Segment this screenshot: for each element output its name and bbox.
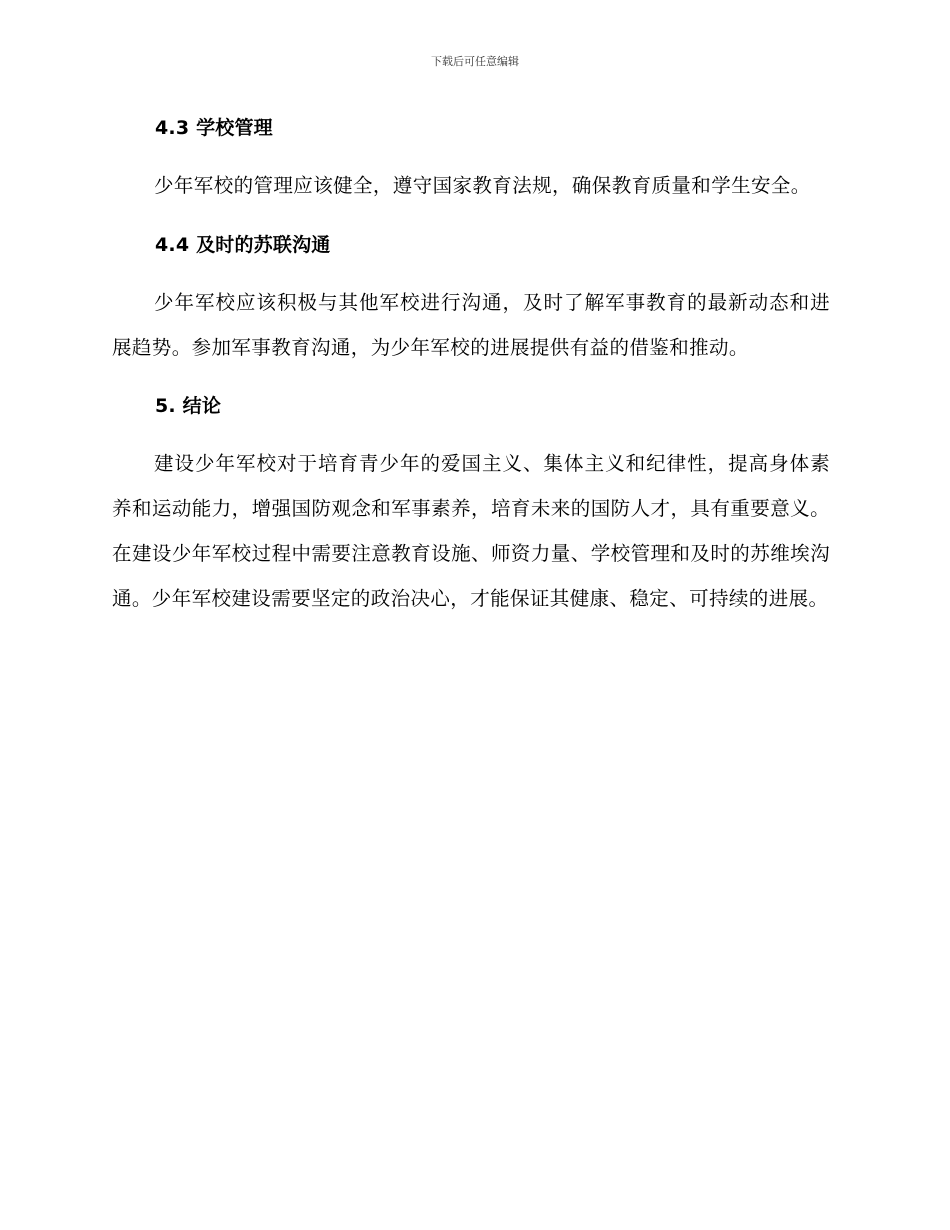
section-paragraph-4-4: 少年军校应该积极与其他军校进行沟通，及时了解军事教育的最新动态和进展趋势。参加军事教育沟通，为少年军校的进展提供有益的借鉴和推动。 [112, 290, 830, 359]
section-heading-5: 5. 结论 [155, 395, 222, 418]
page-header: 下载后可任意编辑 [431, 55, 519, 68]
section-heading-4-4: 4.4 及时的苏联沟通 [155, 233, 331, 256]
section-heading-4-3: 4.3 学校管理 [155, 117, 273, 139]
section-paragraph-4-3: 少年军校的管理应该健全，遵守国家教育法规，确保教育质量和学生安全。 [154, 174, 811, 197]
document-body [112, 106, 830, 622]
section-paragraph-5: 建设少年军校对于培育青少年的爱国主义、集体主义和纪律性，提高身体素养和运动能力，增强国防观念和军事素养，培育未来的国防人才，具有重要意义。在建设少年军校过程中需要注意教育设施、师资力量、学校管理和及时的苏维埃沟通。少年军校建设需要坚定的政治决心，才能保证其健康、稳定、可持续的进展。 [112, 452, 830, 610]
